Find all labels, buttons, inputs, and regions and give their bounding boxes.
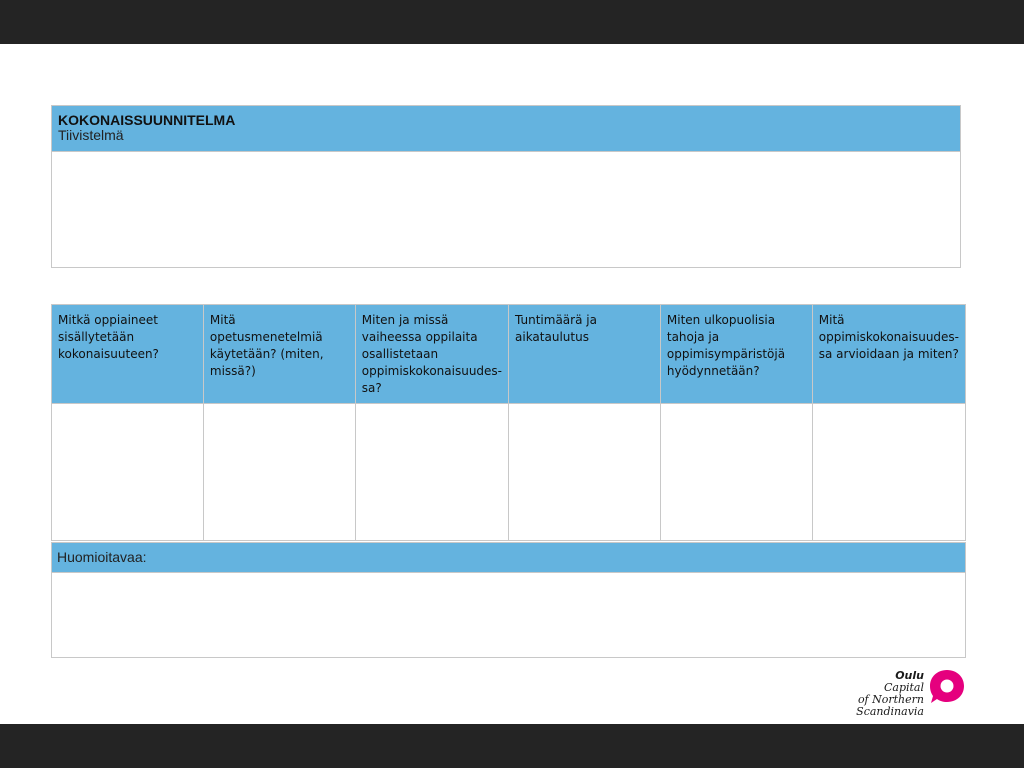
plan-column bbox=[813, 305, 965, 540]
plan-header-methods: Mitä opetusmenetelmiä käytetään? (miten, missä?) bbox=[204, 305, 355, 404]
oulu-logo bbox=[852, 666, 970, 718]
logo-line1: Capital bbox=[883, 681, 924, 694]
logo-brand: Oulu bbox=[895, 669, 924, 682]
plan-cell-methods[interactable] bbox=[204, 404, 355, 540]
summary-header bbox=[52, 106, 960, 152]
summary-subtitle: Tiivistelmä bbox=[58, 127, 124, 143]
plan-cell-schedule[interactable] bbox=[509, 404, 660, 540]
logo-line3: Scandinavia bbox=[856, 705, 924, 718]
notes-header bbox=[52, 543, 965, 573]
plan-cell-subjects[interactable] bbox=[52, 404, 203, 540]
plan-header-subjects: Mitkä oppiaineet sisällytetään kokonaisuuteen? bbox=[52, 305, 203, 404]
plan-column bbox=[509, 305, 661, 540]
plan-header-environments: Miten ulkopuolisia tahoja ja oppimisympäristöjä hyödynnetään? bbox=[661, 305, 812, 404]
plan-column bbox=[661, 305, 813, 540]
plan-cell-assessment[interactable] bbox=[813, 404, 965, 540]
plan-column bbox=[52, 305, 204, 540]
logo-text bbox=[852, 670, 924, 718]
plan-table bbox=[51, 304, 966, 541]
slide bbox=[0, 44, 1024, 724]
summary-title: KOKONAISSUUNNITELMA bbox=[58, 112, 236, 128]
plan-column bbox=[356, 305, 509, 540]
plan-column bbox=[204, 305, 356, 540]
logo-line2: of Northern bbox=[857, 693, 924, 706]
notes-box bbox=[51, 542, 966, 658]
plan-header-schedule: Tuntimäärä ja aikataulutus bbox=[509, 305, 660, 404]
notes-content-area[interactable] bbox=[52, 573, 965, 657]
summary-content-area[interactable] bbox=[52, 152, 960, 267]
summary-box bbox=[51, 105, 961, 268]
plan-cell-environments[interactable] bbox=[661, 404, 812, 540]
plan-header-participation: Miten ja missä vaiheessa oppilaita osallistetaan oppimiskokonaisuudes-sa? bbox=[356, 305, 508, 404]
plan-header-assessment: Mitä oppimiskokonaisuudes-sa arvioidaan ja miten? bbox=[813, 305, 965, 404]
notes-label: Huomioitavaa: bbox=[57, 549, 147, 565]
plan-cell-participation[interactable] bbox=[356, 404, 508, 540]
speech-bubble-logo-icon bbox=[927, 667, 967, 707]
